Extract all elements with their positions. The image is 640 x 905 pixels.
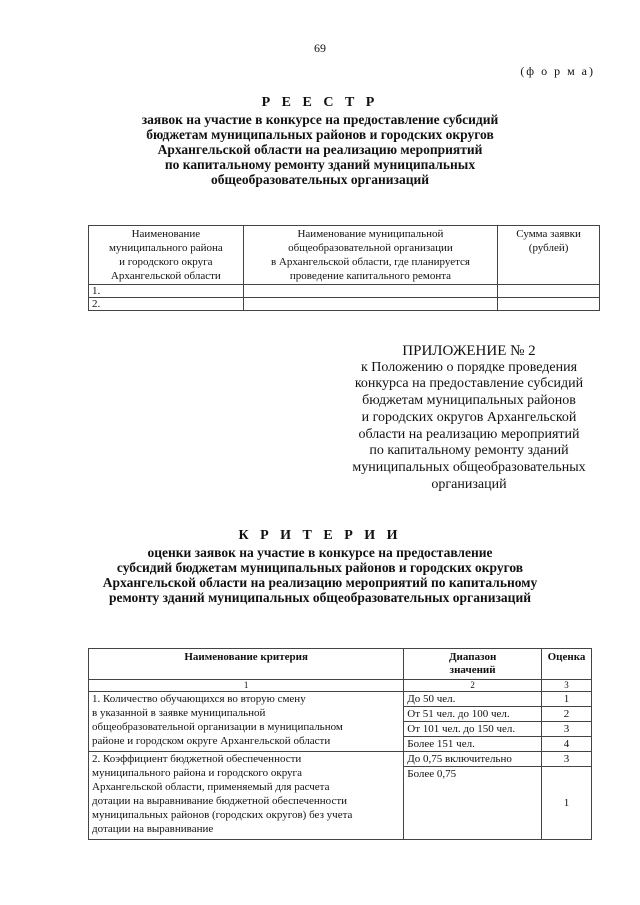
score-value: 3 <box>542 752 592 767</box>
appendix-block <box>330 343 608 493</box>
header-line: значений <box>449 664 496 676</box>
form-label: (ф о р м а) <box>520 64 595 78</box>
header-line: проведение капитального ремонта <box>289 270 452 282</box>
table-row <box>89 752 592 767</box>
registry-title-line: общеобразовательных организаций <box>210 172 430 187</box>
criteria-header-row <box>89 649 592 680</box>
table-cell <box>498 298 600 311</box>
header-line: Диапазон <box>448 651 497 663</box>
criteria-score-header: Оценка <box>542 649 592 680</box>
criterion-line: муниципальных районов (городских округов) без учета <box>92 809 353 821</box>
score-value: 4 <box>542 737 592 752</box>
score-value: 1 <box>542 767 592 840</box>
registry-title-line: бюджетам муниципальных районов и городских округов <box>146 127 494 142</box>
criterion-name <box>89 752 404 840</box>
criterion-line: дотации на выравнивание бюджетной обеспеченности <box>92 795 348 807</box>
column-number-row <box>89 680 592 692</box>
score-value: 2 <box>542 707 592 722</box>
table-cell <box>498 285 600 298</box>
appendix-line: и городских округов Архангельской <box>361 409 577 425</box>
registry-title-line: по капитальному ремонту зданий муниципальных <box>164 157 476 172</box>
table-row <box>89 692 592 707</box>
column-number: 1 <box>89 680 404 692</box>
registry-title <box>0 94 640 187</box>
header-line: общеобразовательной организации <box>288 242 453 254</box>
criterion-line: муниципального района и городского округа <box>92 767 302 779</box>
criterion-line: 1. Количество обучающихся во вторую смену <box>92 693 306 705</box>
criteria-title-line: субсидий бюджетам муниципальных районов и городских округов <box>116 560 524 575</box>
range-value: Более 151 чел. <box>404 737 542 752</box>
header-line: Сумма заявки <box>516 228 581 240</box>
appendix-line: муниципальных общеобразовательных <box>352 459 586 475</box>
registry-table <box>88 225 600 311</box>
header-line: муниципального района <box>108 242 223 254</box>
criteria-heading: К Р И Т Е Р И И <box>238 528 402 543</box>
criterion-line: Архангельской области, применяемый для расчета <box>92 781 330 793</box>
header-line: Наименование <box>131 228 201 240</box>
score-value: 3 <box>542 722 592 737</box>
appendix-line: бюджетам муниципальных районов <box>362 393 576 409</box>
range-value: Более 0,75 <box>404 767 542 840</box>
criteria-title-line: Архангельской области на реализацию мероприятий по капитальному <box>102 575 538 590</box>
appendix-line: по капитальному ремонту зданий <box>369 443 569 459</box>
range-value: От 101 чел. до 150 чел. <box>404 722 542 737</box>
range-value: До 0,75 включительно <box>404 752 542 767</box>
page-number: 69 <box>314 41 326 55</box>
range-value: До 50 чел. <box>404 692 542 707</box>
registry-header-row <box>89 226 600 285</box>
appendix-line: организаций <box>431 476 507 492</box>
score-value: 1 <box>542 692 592 707</box>
table-cell <box>243 285 497 298</box>
criterion-line: районе и городском округе Архангельской области <box>92 735 331 747</box>
row-number: 2. <box>89 298 244 311</box>
criterion-name <box>89 692 404 752</box>
registry-column-header <box>89 226 244 285</box>
criteria-name-header: Наименование критерия <box>89 649 404 680</box>
appendix-line: к Положению о порядке проведения <box>360 359 578 375</box>
criteria-title-line: ремонту зданий муниципальных общеобразовательных организаций <box>108 590 532 605</box>
row-number: 1. <box>89 285 244 298</box>
registry-column-header <box>243 226 497 285</box>
registry-title-line: заявок на участие в конкурсе на предоставление субсидий <box>141 112 499 127</box>
table-row <box>89 285 600 298</box>
appendix-title: ПРИЛОЖЕНИЕ № 2 <box>402 343 536 359</box>
table-cell <box>243 298 497 311</box>
criterion-line: дотации на выравнивание <box>92 823 214 835</box>
table-row <box>89 298 600 311</box>
column-number: 3 <box>542 680 592 692</box>
criterion-line: общеобразовательной организации в муниципальном <box>92 721 343 733</box>
column-number: 2 <box>404 680 542 692</box>
appendix-line: области на реализацию мероприятий <box>358 426 580 442</box>
criterion-line: в указанной в заявке муниципальной <box>92 707 266 719</box>
criteria-range-header <box>404 649 542 680</box>
header-line: и городского округа <box>119 256 213 268</box>
criterion-line: 2. Коэффициент бюджетной обеспеченности <box>92 753 302 765</box>
header-line: (рублей) <box>528 242 569 254</box>
appendix-line: конкурса на предоставление субсидий <box>354 376 584 392</box>
registry-title-line: Архангельской области на реализацию мероприятий <box>157 142 483 157</box>
header-line: Наименование муниципальной <box>297 228 444 240</box>
criteria-title-line: оценки заявок на участие в конкурсе на предоставление <box>147 545 493 560</box>
header-line: Архангельской области <box>110 270 221 282</box>
criteria-table <box>88 648 592 840</box>
registry-column-header <box>498 226 600 285</box>
range-value: От 51 чел. до 100 чел. <box>404 707 542 722</box>
registry-heading: Р Е Е С Т Р <box>261 95 379 110</box>
header-line: в Архангельской области, где планируется <box>270 256 470 268</box>
criteria-title <box>0 527 640 605</box>
